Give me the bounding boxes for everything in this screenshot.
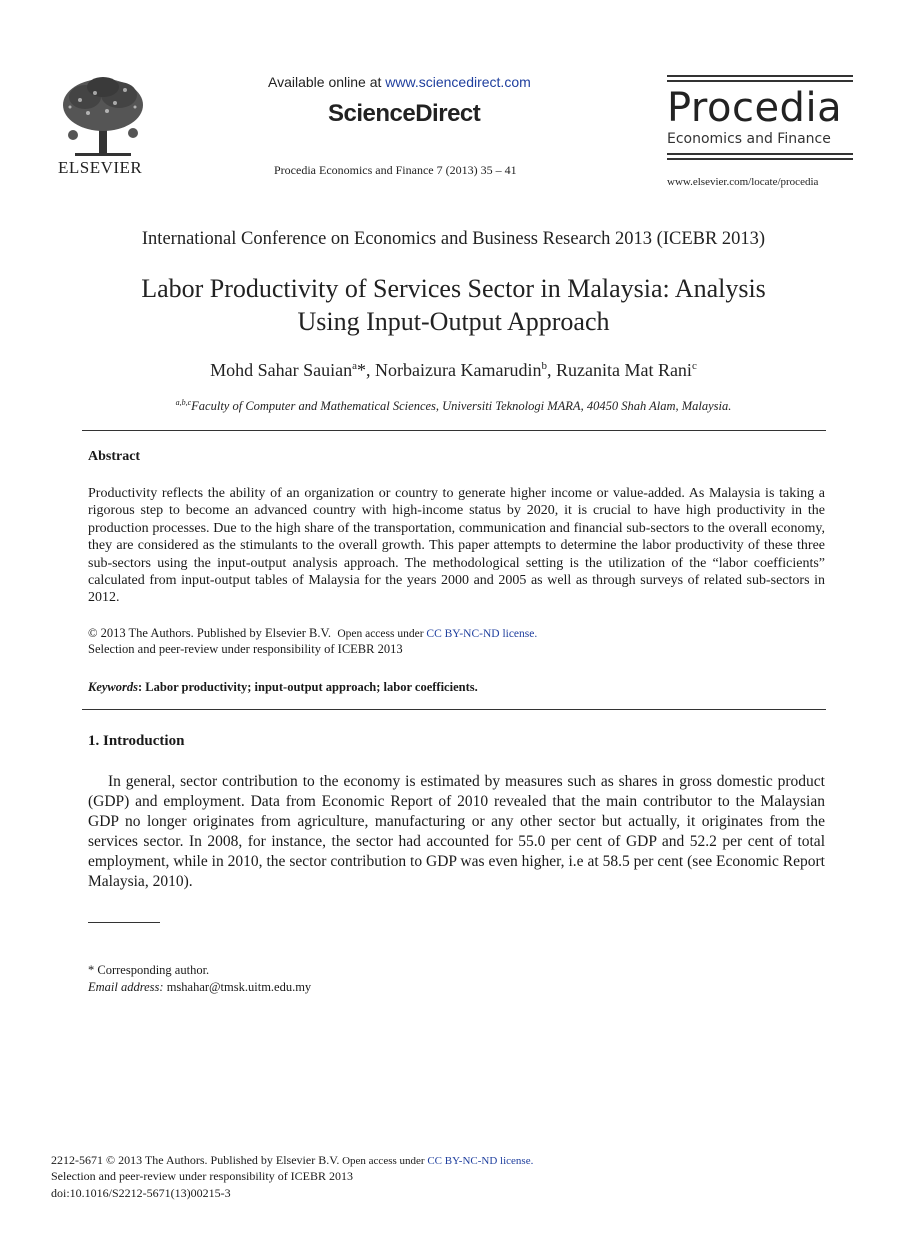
affiliation	[0, 398, 907, 414]
elsevier-wordmark: ELSEVIER	[58, 158, 143, 177]
sciencedirect-logo: ScienceDirect	[328, 100, 481, 127]
divider	[82, 430, 826, 431]
divider	[667, 158, 853, 160]
paper-title-line-1: Labor Productivity of Services Sector in Malaysia: Analysis	[141, 274, 766, 303]
procedia-journal-logo	[667, 75, 853, 160]
divider	[82, 709, 826, 710]
author-name: Mohd Sahar Sauian	[210, 360, 353, 380]
footer-peer-review: Selection and peer-review under responsibility of ICEBR 2013	[51, 1169, 354, 1183]
footnote-divider	[88, 922, 160, 923]
author-name: Ruzanita Mat Rani	[555, 360, 692, 380]
author-list	[0, 360, 907, 381]
issn-copyright: 2212-5671 © 2013 The Authors. Published by Elsevier B.V.	[51, 1153, 340, 1167]
author-affiliation-mark: c	[691, 360, 697, 372]
open-access-text: Open access under	[339, 1155, 428, 1167]
journal-subtitle: Economics and Finance	[667, 131, 831, 147]
author-name: Norbaizura Kamarudin	[375, 360, 542, 380]
paper-title-line-2: Using Input-Output Approach	[297, 307, 610, 336]
author-separator: ,	[366, 360, 376, 380]
peer-review-note: Selection and peer-review under responsibility of ICEBR 2013	[88, 642, 403, 656]
divider	[667, 153, 853, 155]
open-access-text: Open access under	[337, 628, 427, 640]
conference-name: International Conference on Economics and Business Research 2013 (ICEBR 2013)	[141, 229, 766, 249]
license-link[interactable]: CC BY-NC-ND license.	[427, 1155, 534, 1167]
abstract-heading: Abstract	[88, 449, 141, 464]
journal-title: Procedia	[667, 85, 843, 131]
divider	[667, 75, 853, 77]
available-online-line	[268, 74, 531, 90]
author-affiliation-mark: b	[541, 360, 547, 372]
affiliation-text: Faculty of Computer and Mathematical Sciences, Universiti Teknologi MARA, 40450 Shah Alam, Malaysia.	[191, 399, 732, 414]
email-label: Email address:	[88, 980, 164, 994]
journal-citation: Procedia Economics and Finance 7 (2013) 35 – 41	[274, 163, 517, 177]
license-link[interactable]: CC BY-NC-ND license.	[426, 628, 538, 640]
keywords-list: : Labor productivity; input-output approach; labor coefficients.	[138, 680, 478, 694]
doi[interactable]: doi:10.1016/S2212-5671(13)00215-3	[51, 1186, 231, 1200]
divider	[667, 80, 853, 82]
corresponding-author-note: * Corresponding author.	[88, 963, 210, 977]
available-online-prefix: Available online at	[268, 74, 386, 90]
abstract-text: Productivity reflects the ability of an organization or country to generate higher income or value-added. As Malaysia is taking a rigorous step to become an advanced country with high-income status by 2020, it is crucial to have high productivity in the production processes. Due to the high share of the transportation, communication and financial sub-sectors to the overall economy, they are considered as the stimulants to the overall growth. This paper attempts to determine the labor productivity of these three sub-sectors using the input-output analysis approach. The methodological setting is the utilization of the “labor coefficients” calculated from input-output tables of Malaysia for the years 2000 and 2005 as well as through surveys of related sub-sectors in 2012.	[88, 486, 825, 606]
keywords-label: Keywords	[88, 680, 138, 694]
introduction-paragraph: In general, sector contribution to the economy is estimated by measures such as shares in gross domestic product (GDP) and employment. Data from Economic Report of 2010 revealed that the main contributor to the Malaysian GDP no longer originates from agriculture, manufacturing or any other sector but actually, it originates from the services sector. In 2008, for instance, the sector had accounted for 55.0 per cent of GDP and 52.2 per cent of total employment, while in 2010, the sector contribution to GDP was even higher, i.e at 58.5 per cent (see Economic Report Malaysia, 2010).	[88, 773, 825, 890]
author-separator: ,	[546, 360, 556, 380]
corresponding-mark: *	[357, 360, 367, 380]
section-heading: 1. Introduction	[88, 733, 185, 749]
email-address[interactable]: mshahar@tmsk.uitm.edu.my	[163, 980, 312, 994]
paper-title	[80, 272, 827, 338]
footer-copyright	[51, 1153, 533, 1168]
copyright-text: © 2013 The Authors. Published by Elsevier B.V.	[88, 626, 332, 640]
author-affiliation-mark: a	[352, 360, 358, 372]
affiliation-mark: a,b,c	[175, 398, 192, 407]
keywords	[88, 680, 478, 695]
sciencedirect-link[interactable]: www.sciencedirect.com	[385, 74, 531, 90]
copyright-line	[88, 626, 537, 641]
email-note	[88, 980, 311, 995]
journal-url[interactable]: www.elsevier.com/locate/procedia	[667, 176, 819, 188]
